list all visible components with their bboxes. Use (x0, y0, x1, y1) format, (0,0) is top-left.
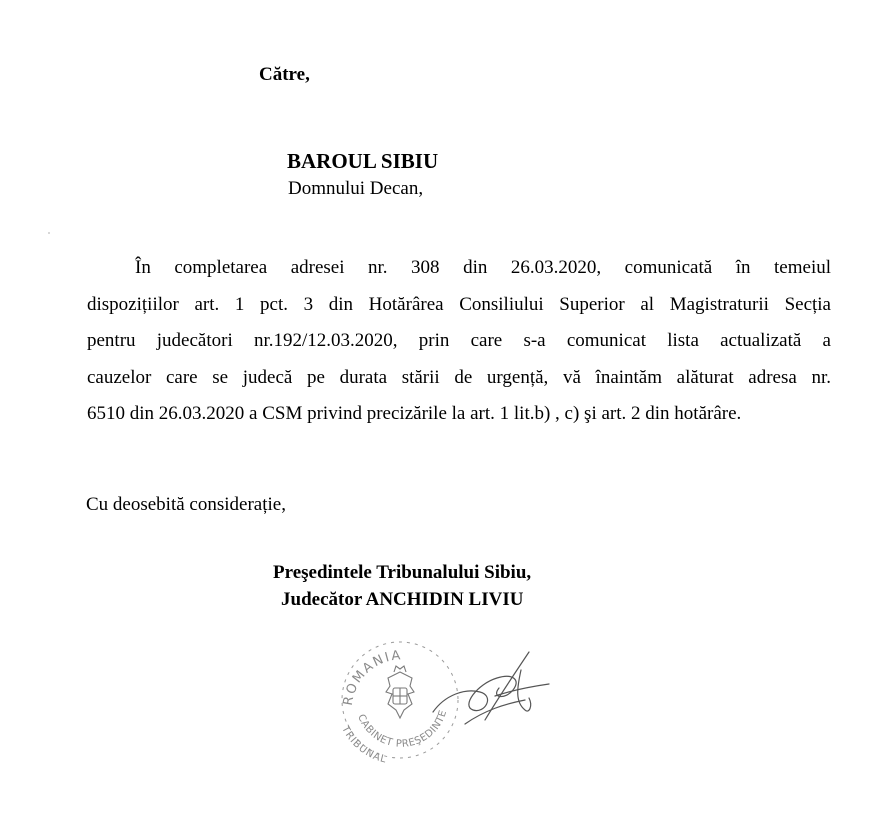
stamp-bottom-text: CABINET PREŞEDINTE (355, 708, 450, 750)
scan-speck (48, 232, 50, 234)
salutation: Domnului Decan, (288, 178, 424, 199)
body-line: 6510 din 26.03.2020 a CSM privind precizările la art. 1 lit.b) , c) şi art. 2 din hotărâre. (87, 403, 742, 424)
body-line: cauzelor care se judecă pe durata stării de urgență, vă înaintăm alăturat adresa nr. (87, 366, 831, 388)
signer-title: Preşedintele Tribunalului Sibiu, (273, 562, 532, 583)
closing: Cu deosebită considerație, (86, 494, 286, 515)
svg-text:ROMANIA (341, 648, 403, 707)
coat-of-arms-icon (386, 666, 414, 718)
greeting: Către, (259, 64, 310, 85)
stamp-outer-text: TRIBUNAL (339, 724, 389, 766)
handwritten-signature (425, 640, 555, 735)
recipient: BAROUL SIBIU (287, 149, 439, 173)
body-line: pentru judecători nr.192/12.03.2020, prin care s-a comunicat lista actualizată a (87, 330, 831, 351)
body-line: dispozițiilor art. 1 pct. 3 din Hotărârea Consiliului Superior al Magistraturii Secția (87, 293, 831, 315)
letter-body (87, 250, 831, 433)
signer-name: Judecător ANCHIDIN LIVIU (281, 589, 524, 610)
stamp-top-text: ROMANIA (340, 648, 403, 707)
body-line: În completarea adresei nr. 308 din 26.03.2020, comunicată în temeiul (135, 257, 831, 278)
